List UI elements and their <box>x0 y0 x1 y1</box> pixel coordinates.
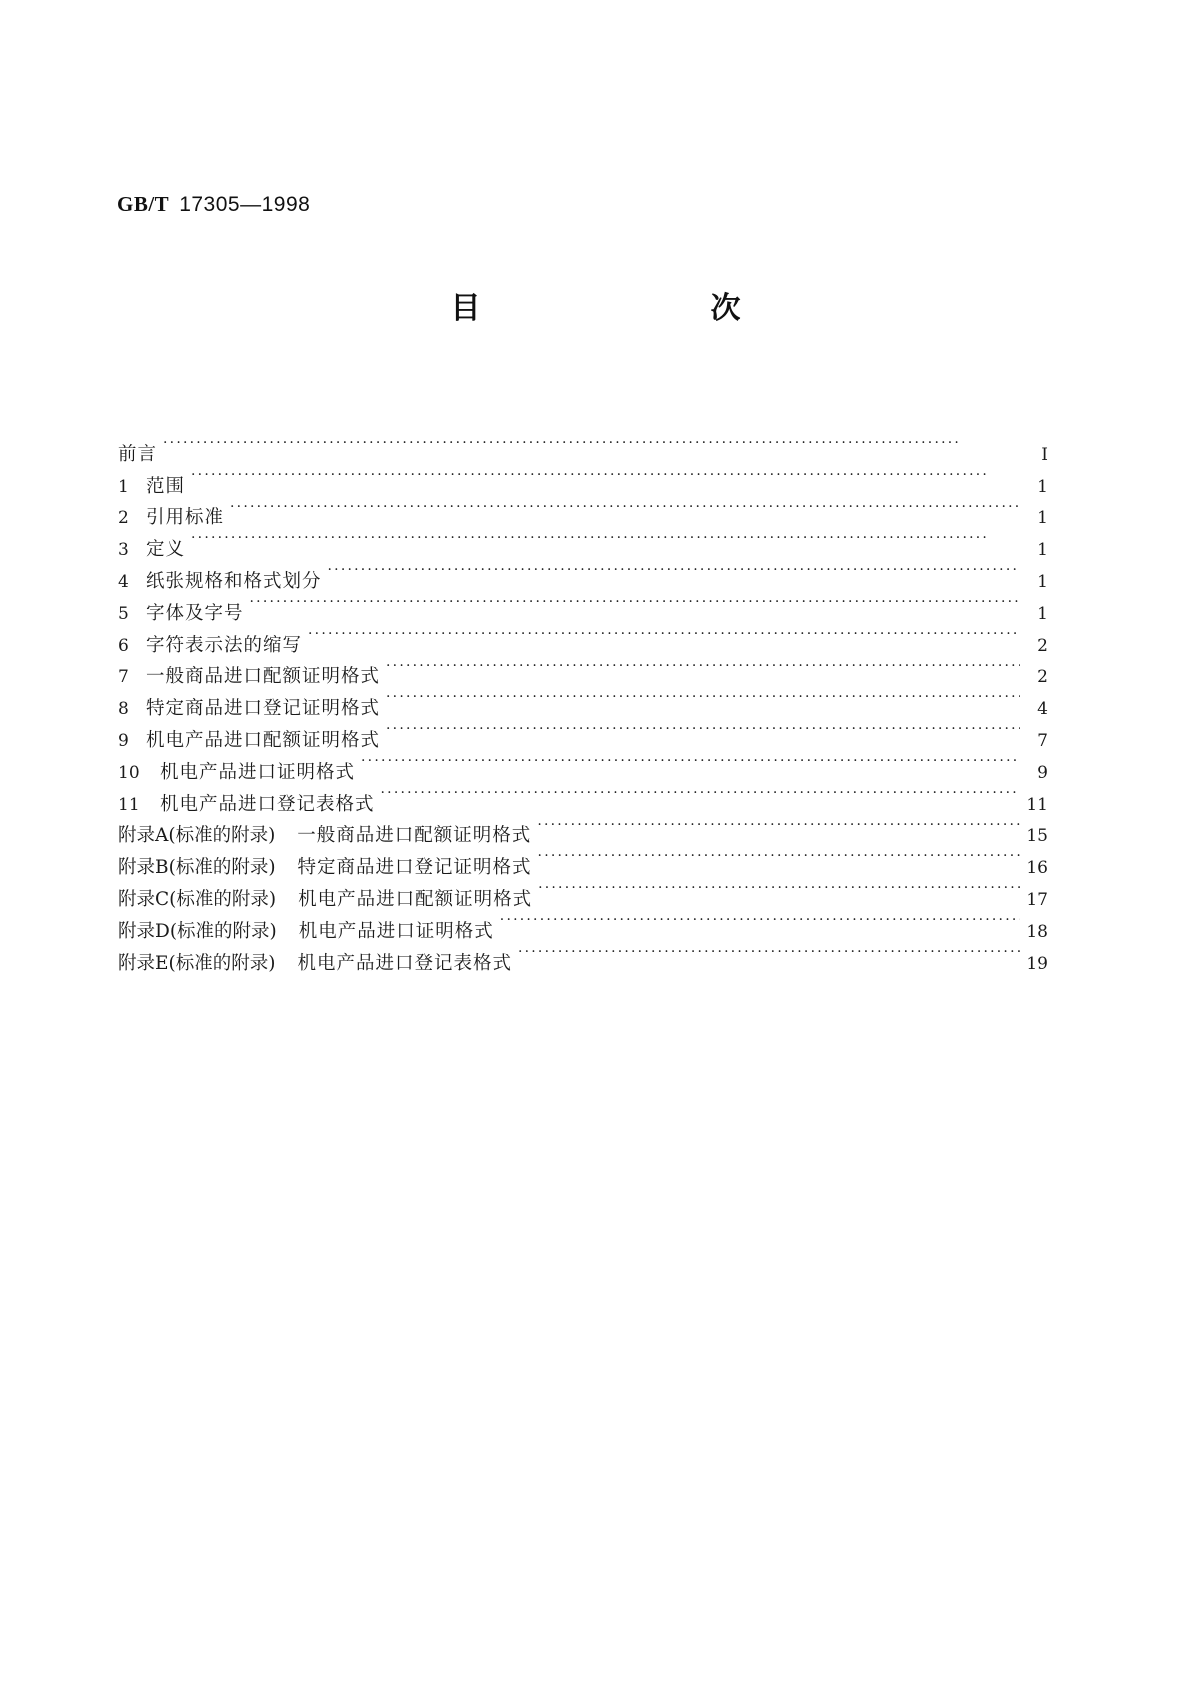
toc-label: 一般商品进口配额证明格式 <box>146 666 381 688</box>
toc-page: 18 <box>1026 921 1048 942</box>
toc-label: 纸张规格和格式划分 <box>146 570 322 592</box>
toc-number: 5 <box>118 603 129 624</box>
toc-label: 机电产品进口证明格式 <box>160 761 356 783</box>
toc-label: 前言 <box>118 443 158 465</box>
toc-leader <box>163 428 1020 460</box>
toc-leader <box>386 714 1020 746</box>
toc-label: 引用标准 <box>146 507 225 529</box>
toc-leader <box>381 778 1020 810</box>
toc-page: 15 <box>1026 826 1048 847</box>
toc-leader <box>538 841 1020 873</box>
toc-number: 1 <box>118 476 129 497</box>
toc-number: 11 <box>118 794 140 815</box>
toc-appendix-tag: 附录D(标准的附录) <box>118 920 277 942</box>
toc-leader <box>308 619 1020 651</box>
toc-page: I <box>1041 444 1048 465</box>
toc-leader <box>361 746 1020 778</box>
toc-page: 2 <box>1037 635 1048 656</box>
toc-page: 1 <box>1037 571 1048 592</box>
toc-leader <box>191 523 1020 555</box>
toc-page: 1 <box>1037 476 1048 497</box>
toc-label: 范围 <box>146 475 186 497</box>
toc-label: 字体及字号 <box>146 602 244 624</box>
toc-entry-1[interactable] <box>118 460 1048 497</box>
toc-number: 8 <box>118 699 129 720</box>
toc-number: 7 <box>118 667 129 688</box>
standard-prefix: GB/T <box>117 192 170 216</box>
toc-label: 机电产品进口配额证明格式 <box>298 888 533 910</box>
toc-title: 目 次 <box>450 291 841 326</box>
toc-leader <box>386 682 1020 714</box>
toc-label: 特定商品进口登记证明格式 <box>297 857 532 879</box>
toc-entry-foreword[interactable] <box>118 428 1048 465</box>
toc-leader <box>250 587 1020 619</box>
toc-number: 9 <box>118 730 129 751</box>
toc-label: 定义 <box>146 539 186 561</box>
toc-leader <box>191 460 1020 492</box>
toc-page: 11 <box>1026 794 1048 815</box>
toc-number: 6 <box>118 635 129 656</box>
standard-code <box>117 192 310 217</box>
toc-leader <box>230 492 1020 524</box>
toc-leader <box>386 651 1020 683</box>
toc-label: 机电产品进口配额证明格式 <box>146 729 381 751</box>
toc-leader <box>538 873 1020 905</box>
toc-page: 17 <box>1026 889 1048 910</box>
toc-label: 机电产品进口登记表格式 <box>160 793 375 815</box>
toc-leader <box>537 810 1020 842</box>
toc-label: 一般商品进口配额证明格式 <box>297 825 532 847</box>
toc-leader <box>500 905 1020 937</box>
toc-page: 1 <box>1037 540 1048 561</box>
toc-number: 3 <box>118 540 129 561</box>
toc-page: 2 <box>1037 667 1048 688</box>
toc-appendix-tag: 附录C(标准的附录) <box>118 888 277 910</box>
toc-entry-2[interactable] <box>118 492 1048 529</box>
table-of-contents <box>118 428 1048 974</box>
toc-label: 机电产品进口证明格式 <box>298 920 494 942</box>
toc-page: 1 <box>1037 603 1048 624</box>
toc-page: 19 <box>1026 953 1048 974</box>
toc-entry-5[interactable] <box>118 587 1048 624</box>
toc-appendix-tag: 附录B(标准的附录) <box>118 857 276 879</box>
toc-leader <box>518 937 1020 969</box>
toc-page: 4 <box>1037 699 1048 720</box>
toc-entry-6[interactable] <box>118 619 1048 656</box>
toc-page: 16 <box>1026 858 1048 879</box>
toc-entry-3[interactable] <box>118 523 1048 561</box>
toc-label: 特定商品进口登记证明格式 <box>146 698 381 720</box>
toc-page: 9 <box>1037 762 1048 783</box>
toc-label: 字符表示法的缩写 <box>146 634 303 656</box>
toc-appendix-tag: 附录E(标准的附录) <box>118 952 276 974</box>
standard-number: 17305—1998 <box>179 193 311 216</box>
toc-number: 4 <box>118 571 129 592</box>
toc-label: 机电产品进口登记表格式 <box>297 952 512 974</box>
toc-leader <box>328 555 1020 587</box>
toc-page: 7 <box>1037 730 1048 751</box>
toc-number: 10 <box>118 762 140 783</box>
toc-entry-4[interactable] <box>118 555 1048 592</box>
toc-page: 1 <box>1037 508 1048 529</box>
toc-number: 2 <box>118 508 129 529</box>
toc-appendix-tag: 附录A(标准的附录) <box>118 825 276 847</box>
